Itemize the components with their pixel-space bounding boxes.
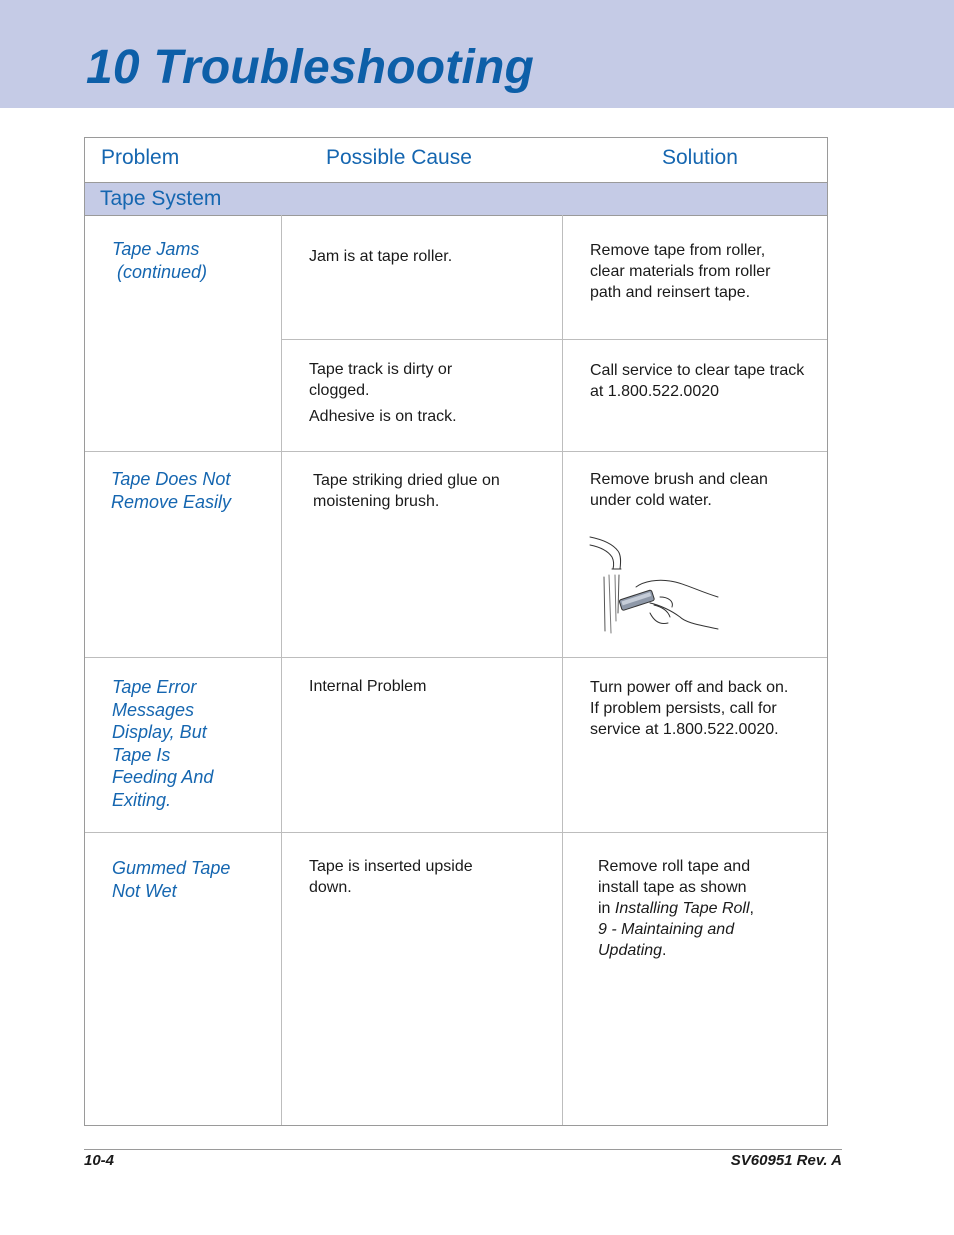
column-header-cause: Possible Cause (326, 146, 472, 169)
section-band (85, 182, 827, 216)
row-divider (85, 832, 827, 833)
row-divider (85, 451, 827, 452)
cross-reference: 9 - Maintaining and (598, 921, 735, 938)
problem-tape-error-messages: Tape Error Messages Display, But Tape Is Feeding And Exiting. (112, 677, 214, 810)
footer-rule (84, 1149, 842, 1150)
row-divider (85, 657, 827, 658)
solution-text: Turn power off and back on. If problem persists, call for service at 1.800.522.0020. (590, 679, 789, 738)
solution-text: Call service to clear tape track at 1.800.522.0020 (590, 362, 805, 400)
page-number: 10-4 (84, 1152, 115, 1169)
cause-text: Jam is at tape roller. (309, 248, 453, 265)
cross-reference: Updating (598, 942, 663, 959)
column-divider (562, 215, 563, 1125)
cause-text-extra: Adhesive is on track. (309, 408, 457, 425)
cause-text: Internal Problem (309, 678, 427, 695)
problem-tape-jams: Tape Jams (continued) (112, 239, 208, 282)
cause-text: Tape striking dried glue on moistening brush. (313, 472, 500, 510)
cause-text: Tape is inserted upside down. (309, 858, 473, 896)
troubleshooting-table (84, 137, 828, 1126)
solution-text: Remove roll tape and install tape as shown in Installing Tape Roll, 9 - Maintaining and Updating. (598, 858, 754, 959)
row-divider (281, 339, 827, 340)
column-divider (281, 215, 282, 1125)
faucet-brush-illustration (588, 535, 724, 639)
chapter-title: 10 Troubleshooting (86, 41, 535, 94)
cause-text: Tape track is dirty or clogged. (309, 361, 453, 399)
document-id: SV60951 Rev. A (730, 1152, 842, 1169)
problem-gummed-tape-not-wet: Gummed Tape Not Wet (112, 858, 231, 901)
solution-text: Remove brush and clean under cold water. (590, 471, 768, 509)
column-header-solution: Solution (662, 146, 738, 169)
cross-reference: Installing Tape Roll (614, 900, 750, 917)
solution-text: Remove tape from roller, clear materials from roller path and reinsert tape. (590, 242, 771, 301)
problem-tape-does-not-remove: Tape Does Not Remove Easily (111, 469, 232, 512)
column-header-problem: Problem (101, 146, 180, 169)
section-title: Tape System (100, 187, 222, 210)
